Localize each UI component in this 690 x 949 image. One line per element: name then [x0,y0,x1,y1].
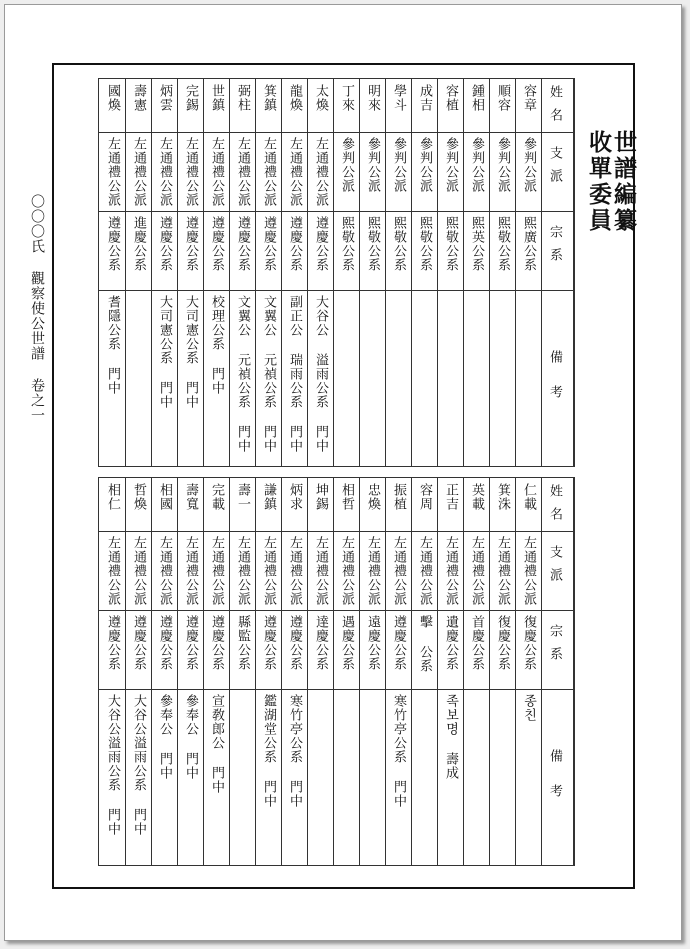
side-caption: 〇〇〇氏 觀察使公世譜 卷之一 [29,194,45,423]
header-name: 姓名 [547,484,562,530]
entry-branch: 左通禮公派 [105,536,120,606]
entry-name: 容周 [417,483,432,511]
page-title [586,130,636,234]
entry-branch: 左通禮公派 [261,137,276,207]
entry-lineage: 達慶公系 [313,615,328,671]
entry-branch: 參判公派 [417,137,432,193]
entry-lineage: 遵慶公系 [157,615,172,671]
entry-name: 仁載 [521,483,536,511]
header-name: 姓名 [547,85,562,131]
header-branch: 支派 [547,545,562,591]
entry-name: 成吉 [417,84,432,112]
title-line-2: 收單委員 [585,130,612,234]
entry-note: 종친 [521,694,536,722]
entry-name: 振植 [391,483,406,511]
entry-branch: 參判公派 [339,137,354,193]
entry-note: 寒竹亭公系 門中 [391,694,406,808]
entry-note: 大谷公溢雨公系 門中 [105,694,120,836]
entry-note: 文翼公 元禎公系 門中 [235,295,250,453]
entry-branch: 左通禮公派 [391,536,406,606]
entry-lineage: 遵慶公系 [313,216,328,272]
entry-name: 容植 [443,84,458,112]
entry-branch: 左通禮公派 [417,536,432,606]
entry-name: 鍾相 [469,84,484,112]
entry-branch: 參判公派 [469,137,484,193]
entry-name: 世鎮 [209,84,224,112]
entry-lineage: 熙敬公系 [443,216,458,272]
entry-note: 大谷公 溢雨公系 門中 [313,295,328,453]
entry-branch: 左通禮公派 [209,536,224,606]
entry-branch: 左通禮公派 [313,137,328,207]
row-divider [99,211,573,212]
entry-name: 英載 [469,483,484,511]
entry-lineage: 熙敬公系 [495,216,510,272]
entry-lineage: 遵慶公系 [209,615,224,671]
entry-name: 壽憲 [131,84,146,112]
entry-name: 坤錫 [313,483,328,511]
entry-name: 正吉 [443,483,458,511]
entry-branch: 左通禮公派 [313,536,328,606]
entry-name: 完錫 [183,84,198,112]
entry-lineage: 縣監公系 [235,615,250,671]
entry-branch: 左通禮公派 [157,536,172,606]
entry-branch: 左通禮公派 [521,536,536,606]
entry-lineage: 遵慶公系 [105,216,120,272]
entry-lineage: 遠慶公系 [365,615,380,671]
entry-name: 壽一 [235,483,250,511]
row-divider [99,531,573,532]
entry-branch: 左通禮公派 [209,137,224,207]
entry-name: 箕洙 [495,483,510,511]
member-table-top [98,78,575,467]
entry-lineage: 擊 公系 [417,615,432,673]
entry-name: 國煥 [105,84,120,112]
entry-lineage: 遵慶公系 [183,216,198,272]
entry-name: 龍煥 [287,84,302,112]
header-note: 備考 [547,350,562,420]
entry-branch: 參判公派 [365,137,380,193]
entry-note: 副正公 瑞雨公系 門中 [287,295,302,453]
entry-branch: 左通禮公派 [183,137,198,207]
title-line-1: 世譜編纂 [610,130,637,234]
entry-branch: 左通禮公派 [443,536,458,606]
entry-note: 寒竹亭公系 門中 [287,694,302,808]
entry-lineage: 熙敬公系 [365,216,380,272]
entry-name: 丁來 [339,84,354,112]
entry-lineage: 復慶公系 [495,615,510,671]
entry-note: 鑑湖堂公系 門中 [261,694,276,808]
entry-lineage: 遵慶公系 [261,216,276,272]
entry-lineage: 復慶公系 [521,615,536,671]
entry-lineage: 遇慶公系 [339,615,354,671]
header-lineage: 宗系 [547,225,562,271]
entry-name: 忠煥 [365,483,380,511]
entry-name: 相國 [157,483,172,511]
entry-name: 順容 [495,84,510,112]
entry-name: 明來 [365,84,380,112]
entry-branch: 參判公派 [521,137,536,193]
entry-lineage: 遵慶公系 [235,216,250,272]
entry-branch: 左通禮公派 [469,536,484,606]
entry-branch: 左通禮公派 [287,137,302,207]
entry-note: 參奉公 門中 [157,694,172,780]
header-branch: 支派 [547,146,562,192]
entry-name: 學斗 [391,84,406,112]
entry-name: 相哲 [339,483,354,511]
entry-lineage: 遵慶公系 [261,615,276,671]
entry-note: 宣敎郎公 門中 [209,694,224,794]
entry-name: 壽寬 [183,483,198,511]
entry-lineage: 進慶公系 [131,216,146,272]
entry-note: 耆隱公系 門中 [105,295,120,395]
entry-branch: 左通禮公派 [339,536,354,606]
entry-lineage: 遵慶公系 [391,615,406,671]
entry-branch: 參判公派 [495,137,510,193]
entry-branch: 左通禮公派 [365,536,380,606]
entry-lineage: 遵慶公系 [131,615,146,671]
entry-branch: 左通禮公派 [235,137,250,207]
entry-lineage: 遵慶公系 [157,216,172,272]
entry-lineage: 首慶公系 [469,615,484,671]
entry-name: 太煥 [313,84,328,112]
row-divider [99,132,573,133]
entry-branch: 左通禮公派 [235,536,250,606]
entry-note: 校理公系 門中 [209,295,224,395]
entry-name: 炳求 [287,483,302,511]
entry-note: 參奉公 門中 [183,694,198,780]
entry-branch: 左通禮公派 [157,137,172,207]
entry-name: 箕鎮 [261,84,276,112]
entry-name: 相仁 [105,483,120,511]
entry-note: 大司憲公系 門中 [157,295,172,409]
entry-lineage: 熙英公系 [469,216,484,272]
entry-branch: 左通禮公派 [105,137,120,207]
entry-branch: 參判公派 [391,137,406,193]
entry-branch: 參判公派 [443,137,458,193]
entry-name: 謙鎮 [261,483,276,511]
entry-note: 족보명 壽成 [443,694,458,780]
row-divider [99,689,573,690]
entry-branch: 左通禮公派 [287,536,302,606]
entry-lineage: 遵慶公系 [209,216,224,272]
entry-note: 大谷公溢雨公系 門中 [131,694,146,836]
row-divider [99,610,573,611]
header-lineage: 宗系 [547,624,562,670]
entry-branch: 左通禮公派 [131,137,146,207]
entry-lineage: 熙廣公系 [521,216,536,272]
entry-note: 大司憲公系 門中 [183,295,198,409]
entry-lineage: 熙敬公系 [339,216,354,272]
entry-lineage: 遵慶公系 [105,615,120,671]
entry-name: 弼柱 [235,84,250,112]
entry-lineage: 熙敬公系 [391,216,406,272]
entry-name: 完載 [209,483,224,511]
member-table-bottom [98,477,575,866]
entry-branch: 左通禮公派 [183,536,198,606]
entry-name: 哲煥 [131,483,146,511]
entry-branch: 左通禮公派 [495,536,510,606]
entry-lineage: 熙敬公系 [417,216,432,272]
entry-lineage: 遵慶公系 [287,216,302,272]
entry-branch: 左通禮公派 [261,536,276,606]
entry-lineage: 遺慶公系 [443,615,458,671]
entry-lineage: 遵慶公系 [287,615,302,671]
row-divider [99,290,573,291]
entry-branch: 左通禮公派 [131,536,146,606]
entry-note: 文翼公 元禎公系 門中 [261,295,276,453]
header-note: 備考 [547,749,562,819]
entry-lineage: 遵慶公系 [183,615,198,671]
entry-name: 炳雲 [157,84,172,112]
entry-name: 容章 [521,84,536,112]
